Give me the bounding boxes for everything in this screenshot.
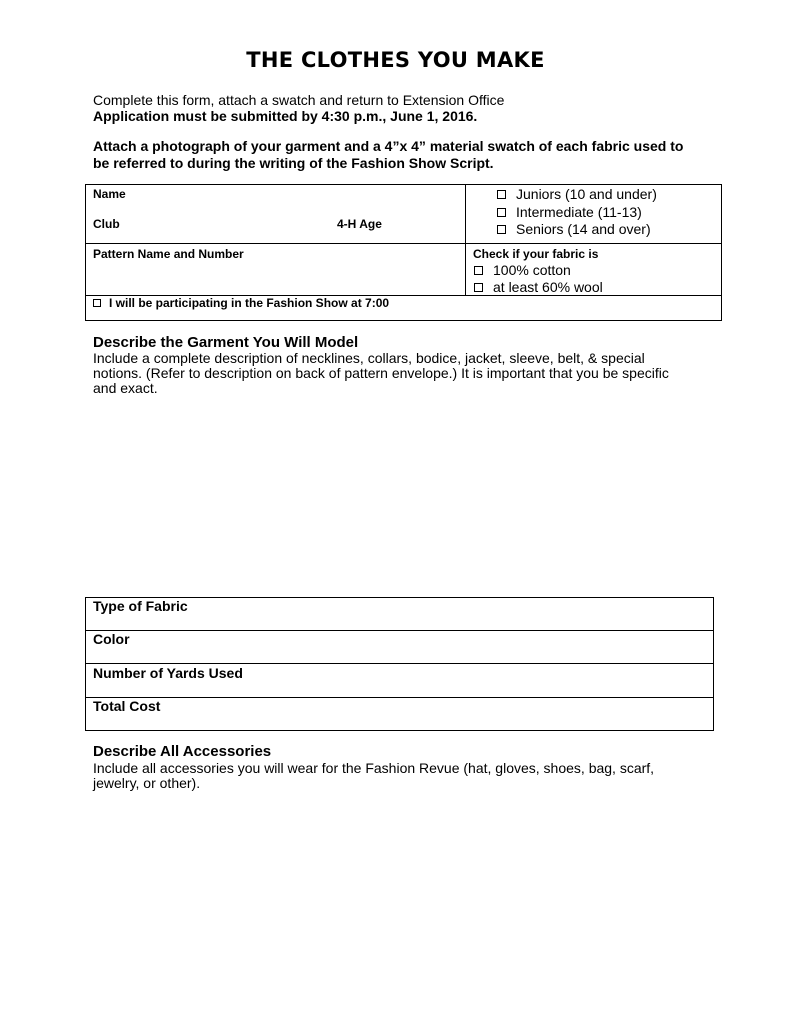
fabric-table [85, 597, 714, 731]
instruction-text: Complete this form, attach a swatch and return to Extension Office [93, 92, 505, 108]
checkbox-icon[interactable] [474, 283, 483, 292]
accessories-desc-line1: Include all accessories you will wear for the Fashion Revue (hat, gloves, shoes, bag, scarf, [93, 760, 655, 776]
checkbox-icon[interactable] [474, 266, 483, 275]
checkbox-icon[interactable] [93, 299, 101, 307]
garment-heading: Describe the Garment You Will Model [93, 334, 359, 351]
pattern-label: Pattern Name and Number [93, 247, 244, 261]
garment-desc-line3: and exact. [93, 380, 158, 396]
table-row-divider [85, 697, 714, 698]
table-row-divider [85, 663, 714, 664]
name-label: Name [93, 187, 126, 201]
table-row-divider [85, 243, 722, 244]
accessories-desc-line2: jewelry, or other). [93, 775, 201, 791]
fabric-option-label: at least 60% wool [493, 279, 603, 295]
fabric-option-wool[interactable] [474, 279, 603, 295]
garment-desc-line2: notions. (Refer to description on back of pattern envelope.) It is important that you be specific [93, 365, 669, 381]
deadline-text: Application must be submitted by 4:30 p.m., June 1, 2016. [93, 108, 478, 124]
checkbox-icon[interactable] [497, 208, 506, 217]
fabric-check-label: Check if your fabric is [473, 247, 599, 261]
age-group-juniors[interactable] [497, 186, 657, 202]
age-group-intermediate[interactable] [497, 204, 642, 220]
fabric-option-cotton[interactable] [474, 262, 571, 278]
page-title: THE CLOTHES YOU MAKE [246, 48, 545, 72]
garment-desc-line1: Include a complete description of necklines, collars, bodice, jacket, sleeve, belt, & special [93, 350, 645, 366]
fabric-option-label: 100% cotton [493, 262, 571, 278]
participation-option[interactable] [93, 296, 389, 310]
yards-label: Number of Yards Used [93, 665, 243, 681]
age-group-label: Seniors (14 and over) [516, 221, 651, 237]
total-cost-label: Total Cost [93, 698, 161, 714]
club-label: Club [93, 217, 120, 231]
table-row-divider [85, 630, 714, 631]
age-label: 4-H Age [337, 217, 382, 231]
age-group-label: Juniors (10 and under) [516, 186, 657, 202]
checkbox-icon[interactable] [497, 190, 506, 199]
age-group-label: Intermediate (11-13) [516, 204, 642, 220]
age-group-seniors[interactable] [497, 221, 651, 237]
participation-label: I will be participating in the Fashion Show at 7:00 [109, 296, 390, 310]
checkbox-icon[interactable] [497, 225, 506, 234]
color-label: Color [93, 631, 130, 647]
photo-note-line2: be referred to during the writing of the Fashion Show Script. [93, 155, 494, 171]
table-divider [465, 184, 466, 295]
accessories-heading: Describe All Accessories [93, 743, 272, 760]
fabric-type-label: Type of Fabric [93, 598, 188, 614]
photo-note-line1: Attach a photograph of your garment and a 4”x 4” material swatch of each fabric used to [93, 138, 684, 154]
